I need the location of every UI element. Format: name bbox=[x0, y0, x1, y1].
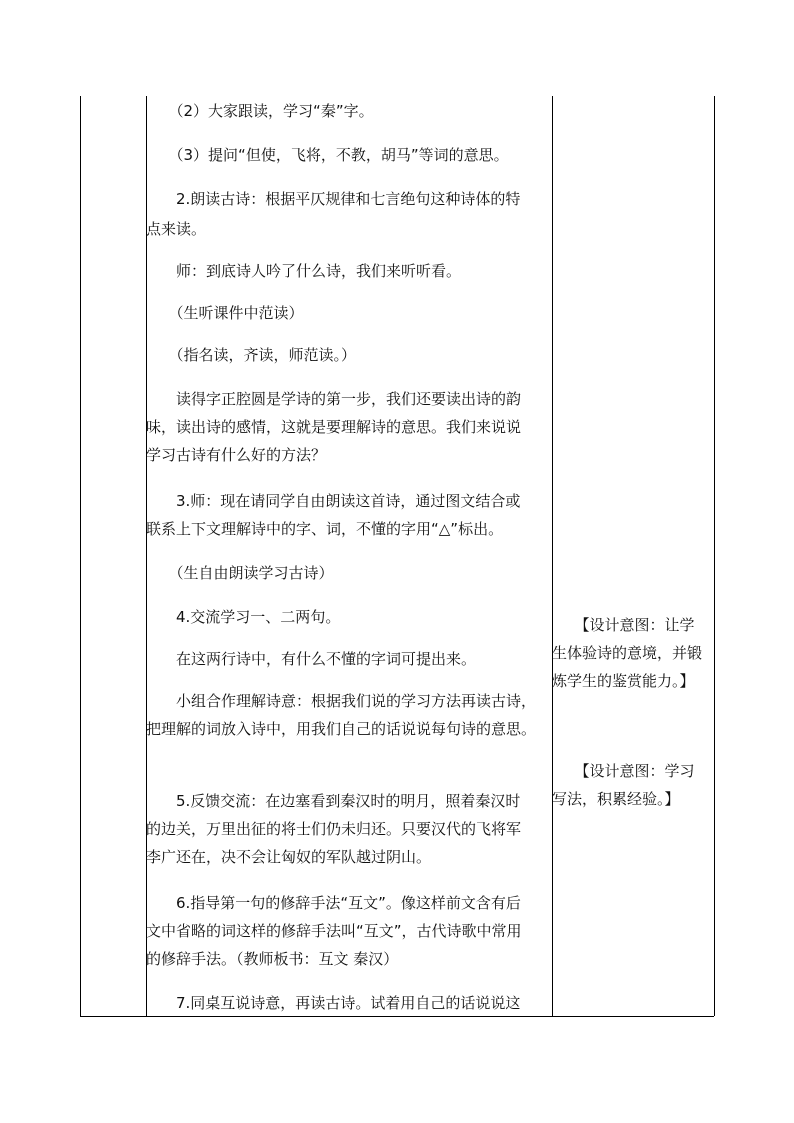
text-line: 文中省略的词这样的修辞手法叫“互文”，古代诗歌中常用 bbox=[146, 922, 522, 940]
text-line: （指名读，齐读，师范读。） bbox=[146, 346, 357, 364]
text-line: 点来读。 bbox=[146, 220, 207, 238]
text-line: 4.交流学习一、二两句。 bbox=[146, 608, 341, 626]
text-line: （2）大家跟读，学习“秦”字。 bbox=[146, 102, 374, 120]
design-note-line: 【设计意图：让学 bbox=[552, 616, 695, 634]
text-line: 读得字正腔圆是学诗的第一步，我们还要读出诗的韵 bbox=[146, 390, 522, 408]
text-line: 2.朗读古诗：根据平仄规律和七言绝句这种诗体的特 bbox=[146, 190, 521, 208]
text-line: 7.同桌互说诗意，再读古诗。试着用自己的话说说这 bbox=[146, 994, 521, 1012]
text-line: 3.师：现在请同学自由朗读这首诗，通过图文结合或 bbox=[146, 492, 521, 510]
text-line: 6.指导第一句的修辞手法“互文”。像这样前文含有后 bbox=[146, 894, 521, 912]
design-note-line: 生体验诗的意境，并锻 bbox=[552, 644, 703, 662]
text-line: 李广还在，决不会让匈奴的军队越过阴山。 bbox=[146, 848, 432, 866]
table-border-right bbox=[714, 96, 715, 1016]
design-note-line: 写法，积累经验。】 bbox=[552, 790, 680, 808]
text-line: 学习古诗有什么好的方法？ bbox=[146, 446, 327, 464]
text-line: 师：到底诗人吟了什么诗，我们来听听看。 bbox=[146, 262, 462, 280]
table-border-bottom bbox=[80, 1016, 714, 1017]
text-line: 味，读出诗的感情，这就是要理解诗的意思。我们来说说 bbox=[146, 418, 522, 436]
text-line: （3）提问“但使，飞将，不教，胡马”等词的意思。 bbox=[146, 146, 509, 164]
text-line: 5.反馈交流：在边塞看到秦汉时的明月，照着秦汉时 bbox=[146, 792, 521, 810]
text-line: 的边关，万里出征的将士们仍未归还。只要汉代的飞将军 bbox=[146, 820, 522, 838]
text-line: （生自由朗读学习古诗） bbox=[146, 564, 334, 582]
text-line: 小组合作理解诗意：根据我们说的学习方法再读古诗， bbox=[146, 692, 537, 710]
text-line: 的修辞手法。（教师板书：互文 秦汉） bbox=[146, 950, 399, 968]
text-line: （生听课件中范读） bbox=[146, 304, 304, 322]
text-line: 把理解的词放入诗中，用我们自己的话说说每句诗的意思。 bbox=[146, 720, 537, 738]
text-line: 在这两行诗中，有什么不懂的字词可提出来。 bbox=[146, 650, 477, 668]
design-note-line: 炼学生的鉴赏能力。】 bbox=[552, 672, 695, 690]
design-note-line: 【设计意图：学习 bbox=[552, 762, 695, 780]
table-border-left bbox=[80, 96, 81, 1016]
table-border-col2 bbox=[552, 96, 553, 1016]
text-line: 联系上下文理解诗中的字、词，不懂的字用“△”标出。 bbox=[146, 520, 504, 538]
